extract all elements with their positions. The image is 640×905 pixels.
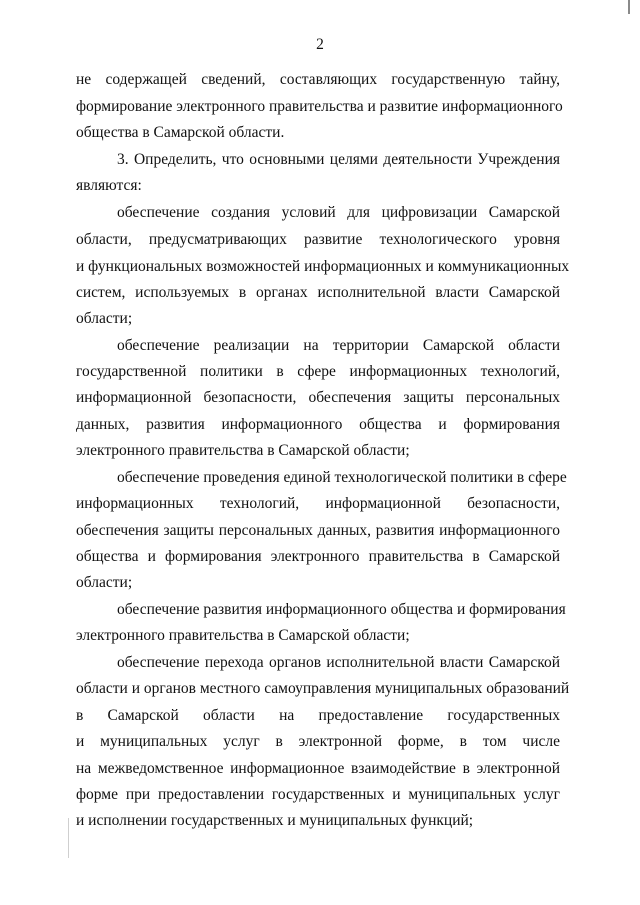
text-line: являются: [76,177,142,194]
scan-mark [628,0,630,14]
text-line: данных, развития информационного общества и формирования [76,416,560,433]
text-line: в Самарской области на предоставление государственных [76,707,560,724]
text-line: государственной политики в сфере информационных технологий, [76,363,560,380]
text-line: электронного правительства в Самарской области; [76,627,410,644]
text-line: обеспечение перехода органов исполнительной власти Самарской [117,654,560,671]
text-line: общества и формирования электронного правительства в Самарской [76,548,560,565]
text-line: не содержащей сведений, составляющих государственную тайну, [76,71,560,88]
text-line: формирование электронного правительства и развитие информационного [76,98,563,115]
text-line: области и органов местного самоуправления муниципальных образований [76,680,570,697]
text-line: на межведомственное информационное взаимодействие в электронной [76,760,560,777]
text-line: области; [76,574,133,591]
text-line: и функциональных возможностей информационных и коммуникационных [76,258,570,275]
text-line: и муниципальных услуг в электронной форме, в том числе [76,733,560,750]
text-line: обеспечение реализации на территории Самарской области [117,337,560,354]
text-line: информационной безопасности, обеспечения защиты персональных [76,389,560,406]
text-line: обеспечение развития информационного общества и формирования [117,601,566,618]
text-line: области; [76,310,133,327]
page-number: 2 [316,36,324,53]
scan-edge [68,818,69,858]
text-line: систем, используемых в органах исполнительной власти Самарской [76,284,560,301]
text-line: обеспечение создания условий для цифровизации Самарской [117,204,560,221]
text-line: 3. Определить, что основными целями деятельности Учреждения [117,151,560,168]
text-line: форме при предоставлении государственных и муниципальных услуг [76,786,560,803]
text-line: области, предусматривающих развитие технологического уровня [76,231,560,248]
text-line: и исполнении государственных и муниципальных функций; [76,812,474,829]
text-line: общества в Самарской области. [76,124,285,141]
text-line: обеспечения защиты персональных данных, развития информационного [76,522,560,539]
text-line: информационных технологий, информационной безопасности, [76,495,560,512]
text-line: обеспечение проведения единой технологической политики в сфере [117,469,567,486]
text-line: электронного правительства в Самарской области; [76,442,410,459]
